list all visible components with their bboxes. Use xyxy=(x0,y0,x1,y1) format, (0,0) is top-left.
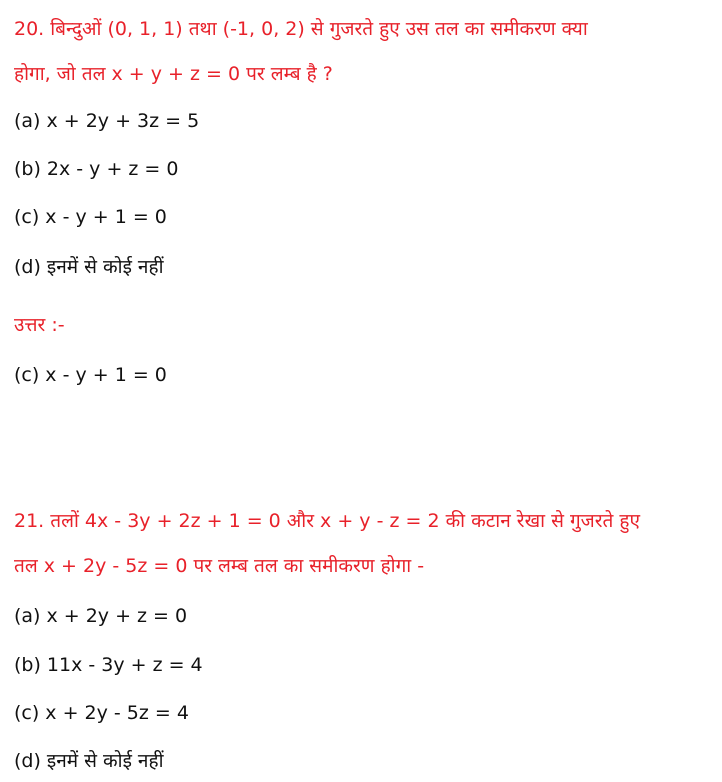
option-text: 11x - 3y + z = 4 xyxy=(46,654,203,676)
option-label: (b) xyxy=(14,654,41,676)
option-label: (a) xyxy=(14,110,41,132)
answer-heading: उत्तर :- xyxy=(14,314,65,336)
option-label: (b) xyxy=(14,158,41,180)
option-label: (c) xyxy=(14,206,40,228)
option-label: (d) xyxy=(14,256,41,278)
question-20-option-c xyxy=(14,204,167,230)
option-text: 2x - y + z = 0 xyxy=(46,158,179,180)
question-21-option-b xyxy=(14,652,203,678)
option-label: (a) xyxy=(14,605,41,627)
question-21-option-a xyxy=(14,603,187,629)
answer-text: x - y + 1 = 0 xyxy=(45,364,167,386)
question-21-option-d xyxy=(14,748,164,774)
option-label: (c) xyxy=(14,702,40,724)
option-text: इनमें से कोई नहीं xyxy=(46,750,164,772)
option-text: x - y + 1 = 0 xyxy=(45,206,167,228)
question-20-option-a xyxy=(14,108,199,134)
question-20-line-2: होगा, जो तल x + y + z = 0 पर लम्ब है ? xyxy=(14,63,333,85)
question-20-option-d xyxy=(14,254,164,280)
answer-label: (c) xyxy=(14,364,40,386)
question-20-answer xyxy=(14,362,167,388)
question-21-line-1: 21. तलों 4x - 3y + 2z + 1 = 0 और x + y - z = 2 की कटान रेखा से गुजरते हुए xyxy=(14,510,640,532)
question-20-option-b xyxy=(14,156,178,182)
question-20-line-1: 20. बिन्दुओं (0, 1, 1) तथा (-1, 0, 2) से गुजरते हुए उस तल का समीकरण क्या xyxy=(14,18,588,40)
option-text: x + 2y + 3z = 5 xyxy=(46,110,200,132)
question-21-option-c xyxy=(14,700,189,726)
question-21-line-2: तल x + 2y - 5z = 0 पर लम्ब तल का समीकरण होगा - xyxy=(14,555,425,577)
option-text: इनमें से कोई नहीं xyxy=(46,256,164,278)
option-text: x + 2y + z = 0 xyxy=(46,605,188,627)
option-text: x + 2y - 5z = 4 xyxy=(45,702,189,724)
option-label: (d) xyxy=(14,750,41,772)
